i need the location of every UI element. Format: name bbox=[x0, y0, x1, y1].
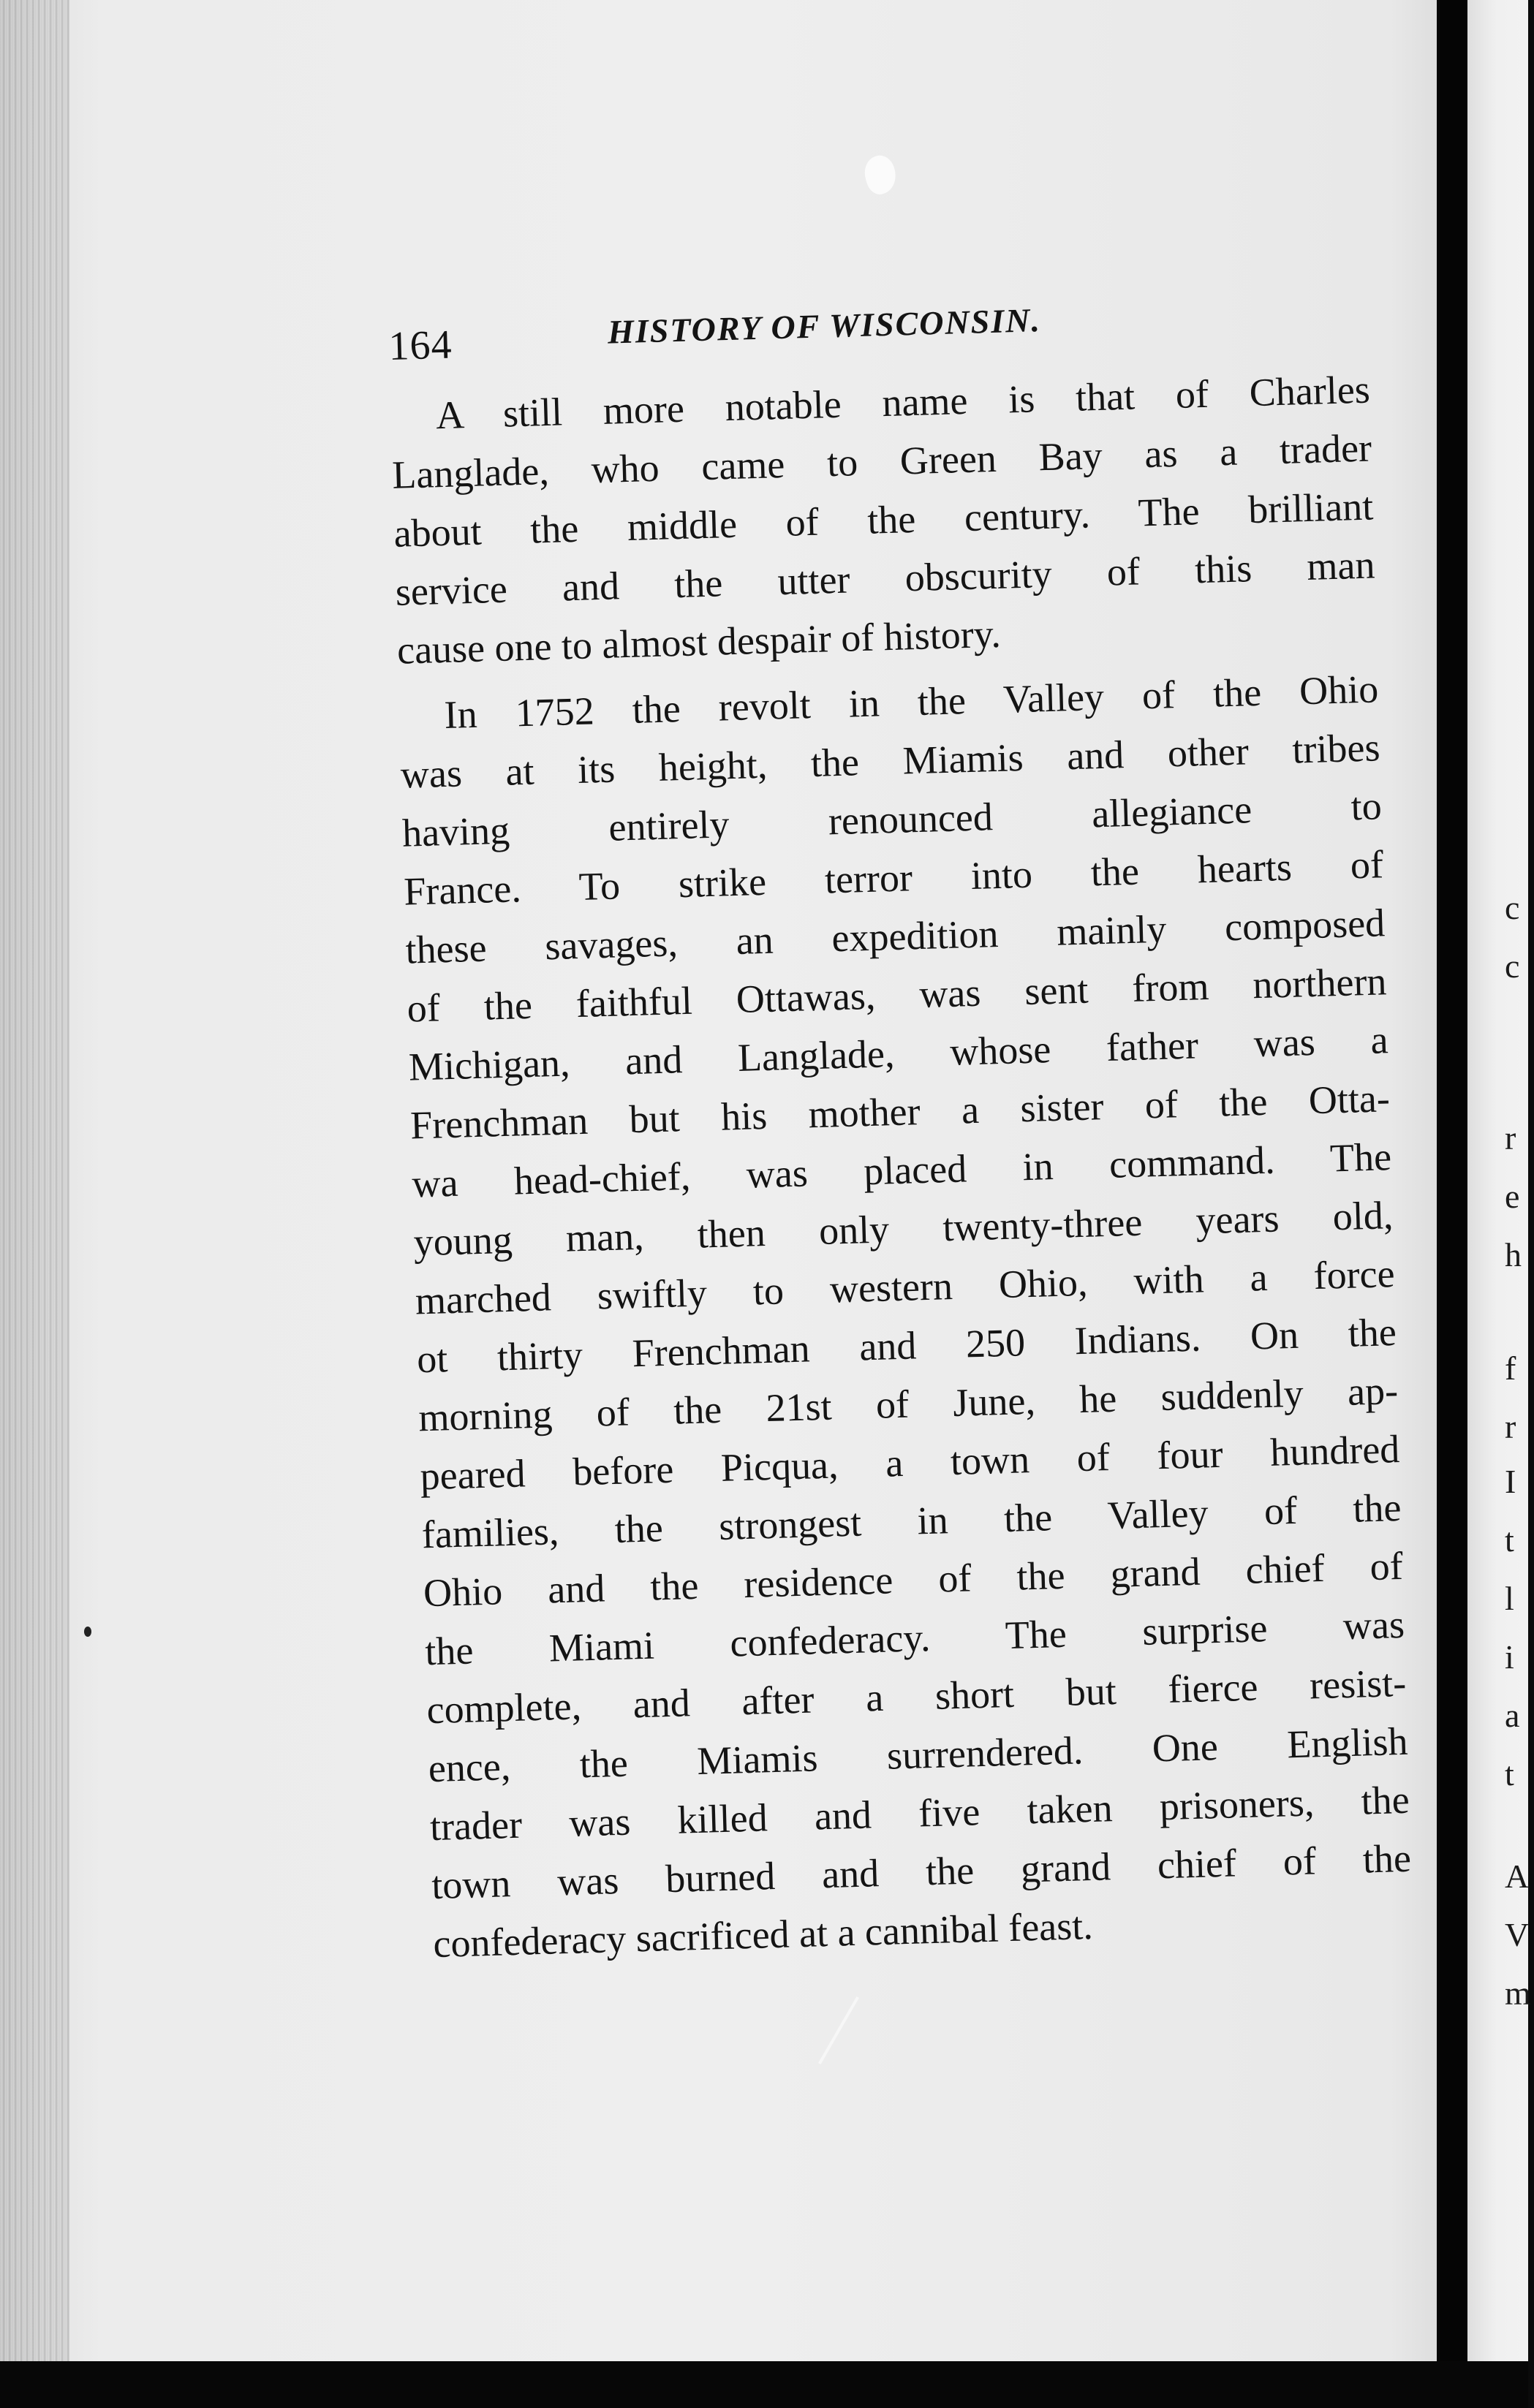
facing-page-fragment: h bbox=[1505, 1236, 1522, 1273]
body-text bbox=[390, 358, 1486, 1973]
text-line: France. To strike terror into the hearts of bbox=[403, 842, 1384, 914]
facing-page-fragment: e bbox=[1505, 1178, 1520, 1215]
text-line: Ohio and the residence of the grand chief of bbox=[423, 1543, 1404, 1616]
text-line: town was burned and the grand chief of the bbox=[431, 1836, 1412, 1908]
book-gutter bbox=[1437, 0, 1467, 2408]
text-line: Langlade, who came to Green Bay as a trader bbox=[391, 425, 1372, 497]
paragraph bbox=[390, 358, 1451, 680]
page-content bbox=[388, 278, 1486, 1973]
facing-page-fragment: m bbox=[1505, 1975, 1531, 2012]
text-line: wa head-chief, was placed in command. The bbox=[411, 1135, 1392, 1206]
facing-page-fragment: r bbox=[1505, 1408, 1516, 1445]
facing-page-fragment: i bbox=[1505, 1638, 1514, 1676]
text-line: In 1752 the revolt in the Valley of the Ohio bbox=[443, 667, 1379, 738]
paragraph bbox=[398, 658, 1487, 1974]
facing-page-fragment: c bbox=[1505, 947, 1520, 985]
text-line: having entirely renounced allegiance to bbox=[401, 784, 1383, 855]
facing-page-fragment: f bbox=[1505, 1349, 1516, 1387]
text-line: ence, the Miamis surrendered. One English bbox=[428, 1719, 1409, 1791]
facing-page-fragment: t bbox=[1505, 1755, 1514, 1792]
text-line: morning of the 21st of June, he suddenly ap- bbox=[417, 1368, 1399, 1440]
facing-page-fragment: r bbox=[1505, 1119, 1516, 1156]
facing-page-fragments bbox=[1505, 0, 1534, 2408]
text-line: peared before Picqua, a town of four hundred bbox=[419, 1426, 1400, 1499]
text-line: complete, and after a short but fierce resist- bbox=[426, 1660, 1407, 1733]
paper-blemish bbox=[860, 152, 901, 197]
page-number: 164 bbox=[388, 322, 453, 369]
text-line: was at its height, the Miamis and other tribes bbox=[400, 725, 1381, 797]
facing-page-fragment: l bbox=[1505, 1580, 1514, 1617]
page-edges bbox=[0, 0, 69, 2408]
text-line: Michigan, and Langlade, whose father was a bbox=[408, 1018, 1389, 1089]
facing-page-fragment: a bbox=[1505, 1697, 1520, 1734]
text-line: young man, then only twenty-three years old, bbox=[412, 1193, 1394, 1265]
text-line: families, the strongest in the Valley of the bbox=[421, 1485, 1402, 1557]
text-line: trader was killed and five taken prisoners, the bbox=[429, 1777, 1410, 1849]
text-line: service and the utter obscurity of this man bbox=[395, 542, 1376, 614]
text-line: marched swiftly to western Ohio, with a force bbox=[415, 1252, 1396, 1323]
text-line: the Miami confederacy. The surprise was bbox=[424, 1602, 1405, 1674]
scan-border bbox=[0, 2361, 1528, 2408]
facing-page-fragment: I bbox=[1505, 1463, 1516, 1500]
text-line: of the faithful Ottawas, was sent from northern bbox=[406, 959, 1388, 1031]
facing-page-fragment: t bbox=[1505, 1521, 1514, 1559]
facing-page-fragment: V bbox=[1505, 1916, 1530, 1953]
paper-scratch bbox=[818, 1996, 859, 2064]
text-line: these savages, an expedition mainly composed bbox=[404, 901, 1386, 972]
ink-speck bbox=[84, 1627, 91, 1637]
text-line: cause one to almost despair of history. bbox=[396, 611, 1002, 673]
text-line: A still more notable name is that of Charles bbox=[435, 367, 1371, 438]
text-line: ot thirty Frenchman and 250 Indians. On the bbox=[416, 1310, 1397, 1382]
running-head-title: HISTORY OF WISCONSIN. bbox=[607, 301, 1042, 351]
facing-page-fragment: c bbox=[1505, 889, 1520, 926]
text-line: Frenchman but his mother a sister of the Otta- bbox=[409, 1076, 1391, 1148]
text-line: about the middle of the century. The brilliant bbox=[393, 484, 1374, 556]
facing-page-fragment: A bbox=[1505, 1858, 1530, 1895]
text-line: confederacy sacrificed at a cannibal feast. bbox=[432, 1903, 1094, 1966]
